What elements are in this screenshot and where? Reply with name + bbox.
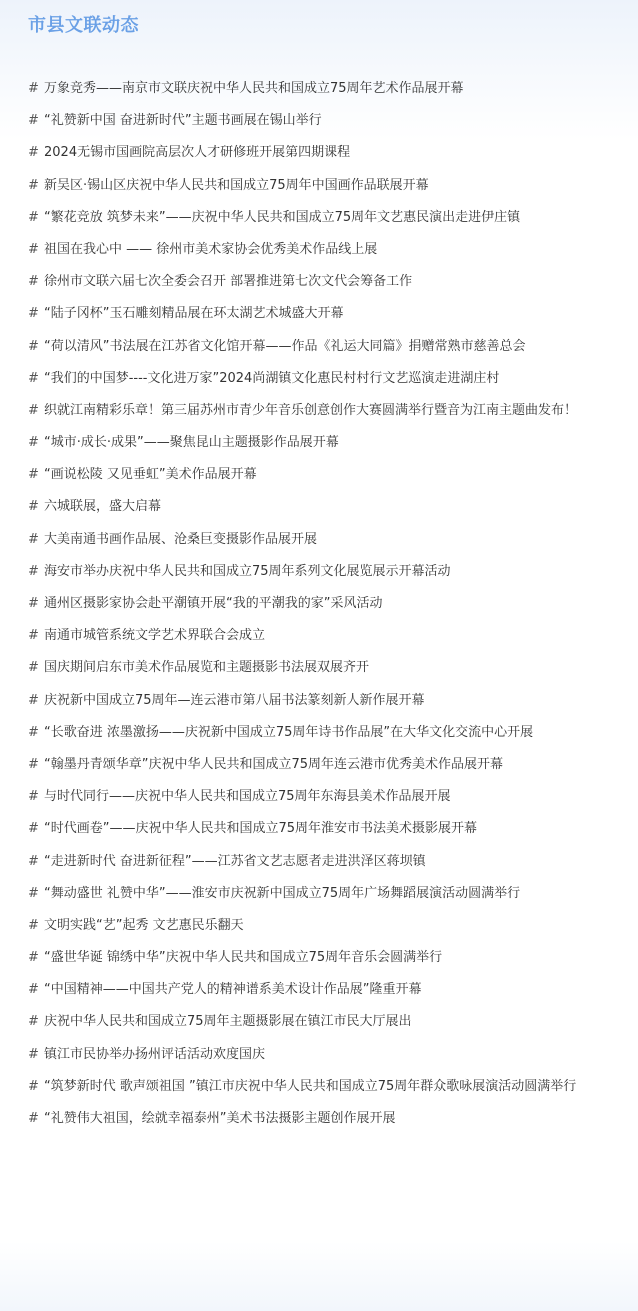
news-list-item <box>0 690 638 713</box>
news-link[interactable]: 南通市城管系统文学艺术界联合会成立 <box>44 628 266 644</box>
news-link[interactable]: 镇江市民协举办扬州评话活动欢度国庆 <box>44 1046 266 1062</box>
news-link[interactable]: “礼赞新中国 奋进新时代”主题书画展在锡山举行 <box>44 113 322 129</box>
section-title: 市县文联动态 <box>28 15 139 36</box>
hash-bullet: # <box>28 660 39 676</box>
news-link[interactable]: 庆祝新中国成立75周年—连云港市第八届书法篆刻新人新作展开幕 <box>44 692 425 708</box>
news-link[interactable]: 万象竞秀——南京市文联庆祝中华人民共和国成立75周年艺术作品展开幕 <box>44 81 464 96</box>
news-list-item <box>0 496 638 519</box>
news-list-item <box>0 561 638 584</box>
news-list-item <box>0 529 638 552</box>
news-link[interactable]: “时代画卷”——庆祝中华人民共和国成立75周年淮安市书法美术摄影展开幕 <box>44 821 478 837</box>
hash-bullet: # <box>28 821 39 837</box>
hash-bullet: # <box>28 853 39 869</box>
news-link[interactable]: 新吴区·锡山区庆祝中华人民共和国成立75周年中国画作品联展开幕 <box>44 177 429 193</box>
news-list-item <box>0 1108 638 1131</box>
news-link[interactable]: “舞动盛世 礼赞中华”——淮安市庆祝新中国成立75周年广场舞蹈展演活动圆满举行 <box>44 885 521 901</box>
news-link[interactable]: 通州区摄影家协会赴平潮镇开展“我的平潮我的家”采风活动 <box>44 596 383 611</box>
hash-bullet: # <box>28 628 39 644</box>
news-list-item <box>0 464 638 487</box>
news-list-item <box>0 883 638 906</box>
news-list-item <box>0 1044 638 1067</box>
hash-bullet: # <box>28 435 39 451</box>
news-list-item <box>0 271 638 294</box>
hash-bullet: # <box>28 370 39 386</box>
news-link[interactable]: 织就江南精彩乐章！第三届苏州市青少年音乐创意创作大赛圆满举行暨音为江南主题曲发布！ <box>44 402 578 418</box>
hash-bullet: # <box>28 81 39 96</box>
hash-bullet: # <box>28 756 39 772</box>
hash-bullet: # <box>28 885 39 901</box>
news-link[interactable]: “长歌奋进 浓墨激扬——庆祝新中国成立75周年诗书作品展”在大华文化交流中心开展 <box>44 724 534 740</box>
news-link[interactable]: “翰墨丹青颂华章”庆祝中华人民共和国成立75周年连云港市优秀美术作品展开幕 <box>44 756 504 772</box>
hash-bullet: # <box>28 1111 39 1126</box>
news-link[interactable]: 大美南通书画作品展、沧桑巨变摄影作品展开展 <box>44 531 318 547</box>
news-list-item <box>0 1011 638 1034</box>
news-list <box>0 78 638 1140</box>
news-list-item <box>0 979 638 1002</box>
hash-bullet: # <box>28 917 39 933</box>
news-link[interactable]: “陆子冈杯”玉石雕刻精品展在环太湖艺术城盛大开幕 <box>44 306 344 322</box>
hash-bullet: # <box>28 1046 39 1062</box>
news-link[interactable]: “荷以清风”书法展在江苏省文化馆开幕——作品《礼运大同篇》捐赠常熟市慈善总会 <box>44 338 526 354</box>
hash-bullet: # <box>28 1078 39 1094</box>
hash-bullet: # <box>28 596 39 611</box>
news-list-item <box>0 947 638 970</box>
hash-bullet: # <box>28 724 39 740</box>
news-list-item <box>0 915 638 938</box>
news-link[interactable]: “中国精神——中国共产党人的精神谱系美术设计作品展”隆重开幕 <box>44 982 422 998</box>
news-list-item <box>0 657 638 680</box>
news-list-item <box>0 78 638 101</box>
hash-bullet: # <box>28 177 39 193</box>
news-list-item <box>0 818 638 841</box>
news-list-item <box>0 303 638 326</box>
news-link[interactable]: “城市·成长·成果”——聚焦昆山主题摄影作品展开幕 <box>44 435 339 451</box>
news-list-item <box>0 175 638 198</box>
news-link[interactable]: 祖国在我心中 —— 徐州市美术家协会优秀美术作品线上展 <box>44 241 378 257</box>
hash-bullet: # <box>28 563 39 579</box>
hash-bullet: # <box>28 499 39 515</box>
hash-bullet: # <box>28 145 39 161</box>
hash-bullet: # <box>28 467 39 483</box>
news-link[interactable]: 庆祝中华人民共和国成立75周年主题摄影展在镇江市民大厅展出 <box>44 1014 412 1030</box>
hash-bullet: # <box>28 209 39 225</box>
hash-bullet: # <box>28 789 39 805</box>
news-link[interactable]: “走进新时代 奋进新征程”——江苏省文艺志愿者走进洪泽区蒋坝镇 <box>44 853 426 869</box>
news-list-item <box>0 593 638 616</box>
news-list-item <box>0 851 638 874</box>
news-list-item <box>0 207 638 230</box>
hash-bullet: # <box>28 338 39 354</box>
hash-bullet: # <box>28 982 39 998</box>
news-link[interactable]: 与时代同行——庆祝中华人民共和国成立75周年东海县美术作品展开展 <box>44 789 451 805</box>
hash-bullet: # <box>28 692 39 708</box>
news-link[interactable]: “筑梦新时代 歌声颂祖国 ”镇江市庆祝中华人民共和国成立75周年群众歌咏展演活动圆满举行 <box>44 1078 577 1094</box>
news-link[interactable]: 徐州市文联六届七次全委会召开 部署推进第七次文代会筹备工作 <box>44 274 413 290</box>
news-link[interactable]: 2024无锡市国画院高层次人才研修班开展第四期课程 <box>44 145 351 161</box>
news-link[interactable]: “礼赞伟大祖国，绘就幸福泰州”美术书法摄影主题创作展开展 <box>44 1111 396 1126</box>
news-link[interactable]: 文明实践“艺”起秀 文艺惠民乐翻天 <box>44 917 244 933</box>
news-list-item <box>0 336 638 359</box>
hash-bullet: # <box>28 113 39 129</box>
hash-bullet: # <box>28 241 39 257</box>
hash-bullet: # <box>28 274 39 290</box>
news-list-item <box>0 110 638 133</box>
news-list-item <box>0 786 638 809</box>
news-link[interactable]: 六城联展，盛大启幕 <box>44 499 162 515</box>
hash-bullet: # <box>28 402 39 418</box>
news-list-item <box>0 368 638 391</box>
news-list-item <box>0 400 638 423</box>
news-list-item <box>0 722 638 745</box>
hash-bullet: # <box>28 950 39 966</box>
news-list-item <box>0 142 638 165</box>
news-link[interactable]: “我们的中国梦----文化进万家”2024尚湖镇文化惠民村村行文艺巡演走进湖庄村 <box>44 370 500 386</box>
news-link[interactable]: 国庆期间启东市美术作品展览和主题摄影书法展双展齐开 <box>44 660 370 676</box>
news-link[interactable]: 海安市举办庆祝中华人民共和国成立75周年系列文化展览展示开幕活动 <box>44 563 451 579</box>
news-link[interactable]: “画说松陵 又见垂虹”美术作品展开幕 <box>44 467 257 483</box>
hash-bullet: # <box>28 306 39 322</box>
news-list-item <box>0 1076 638 1099</box>
hash-bullet: # <box>28 531 39 547</box>
news-list-item <box>0 754 638 777</box>
news-list-item <box>0 239 638 262</box>
news-link[interactable]: “繁花竞放 筑梦未来”——庆祝中华人民共和国成立75周年文艺惠民演出走进伊庄镇 <box>44 209 521 225</box>
news-list-item <box>0 432 638 455</box>
news-list-item <box>0 625 638 648</box>
news-link[interactable]: “盛世华诞 锦绣中华”庆祝中华人民共和国成立75周年音乐会圆满举行 <box>44 950 443 966</box>
hash-bullet: # <box>28 1014 39 1030</box>
